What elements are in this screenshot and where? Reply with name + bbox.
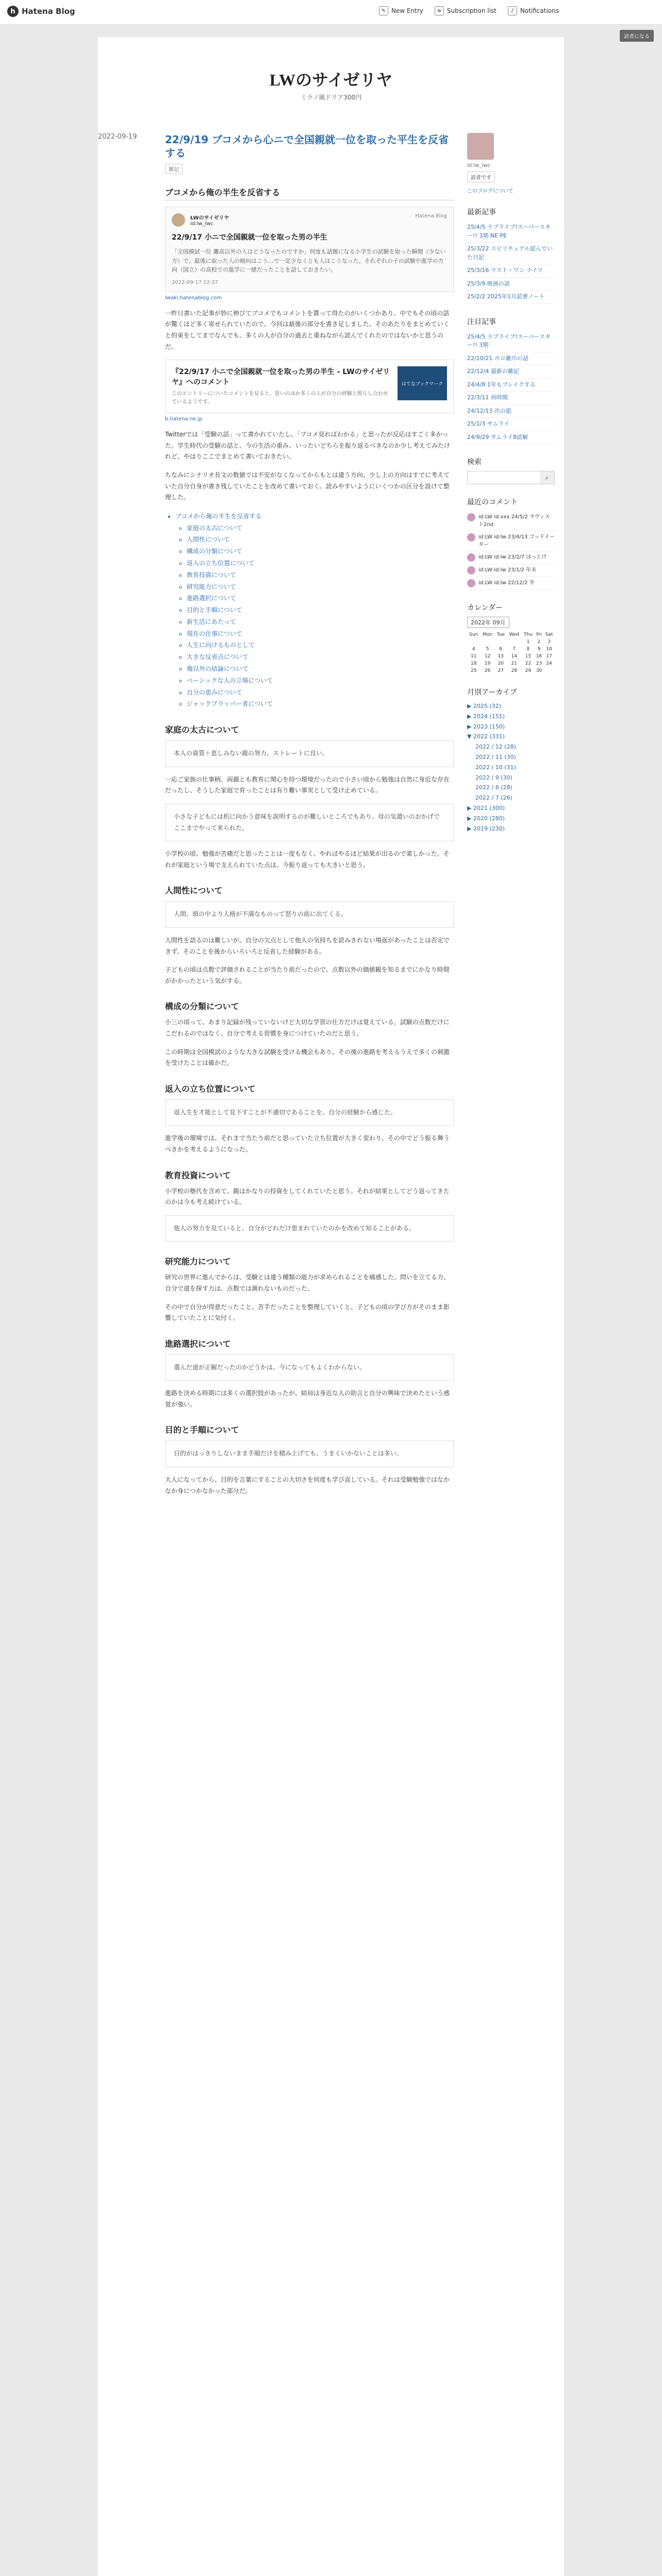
section-heading: 研究能力について bbox=[165, 1257, 231, 1267]
paragraph: Twitterでは「受験の話」って書かれていたし、「ブコメ見ればわかる」と思ったが反応はすごく多かった。学生時代の受験の話と、今の生活の重み、いったいどちらを振り返るべきなのか少し考えてみたけれど、やはりここでまとめて書いておきたい。 bbox=[165, 431, 450, 461]
calendar-day[interactable]: 4 bbox=[472, 647, 475, 652]
blog-card bbox=[98, 37, 564, 2576]
bookmark-embed[interactable] bbox=[165, 360, 454, 413]
about-link[interactable]: このブログについて bbox=[467, 189, 514, 194]
blockquote: 本人の資質＋恵しみない親の努力、ストレートに良い。 bbox=[165, 740, 454, 767]
avatar bbox=[467, 579, 475, 587]
toc-item[interactable]: ◦ 構成の分類について bbox=[187, 546, 454, 557]
bookmark-title: 『22/9/17 小ニで全国親就一位を取った男の半生 - LWのサイゼリヤ』へのコメント bbox=[172, 368, 390, 387]
entry-date[interactable]: 2022-09-19 bbox=[98, 133, 137, 141]
toc-item[interactable]: ◦ ベーシックな人の立場について bbox=[187, 675, 454, 687]
calendar-day[interactable]: 2 bbox=[537, 639, 541, 645]
recent-heading: 最新記事 bbox=[467, 208, 496, 216]
recent-item[interactable]: 25/3/9 映画の話 bbox=[467, 278, 555, 291]
paragraph: 子どもの頃は点数で評価されることが当たり前だったので、点数以外の価値観を知るまでにかなり時間がかかったという気がする。 bbox=[165, 966, 450, 985]
toc-item[interactable]: • ブコメから俺の半生を反省する bbox=[175, 511, 454, 522]
popular-item[interactable]: 22/10/21 ボロ雑巾の話 bbox=[467, 352, 555, 366]
hatena-logo[interactable] bbox=[7, 6, 75, 17]
toc-item[interactable]: ◦ 研究能力について bbox=[187, 581, 454, 593]
calendar-weekday: Fri bbox=[536, 632, 542, 637]
recent-item[interactable]: 25/4/5 ラブライブ!スーパースター!! 3期 NE PE bbox=[467, 221, 555, 243]
hatena-logo-icon: h bbox=[7, 6, 19, 17]
paragraph: 進路を決める時期には多くの選択肢があったが、結局は身近な人の助言と自分の興味で決めたという感覚が強い。 bbox=[165, 1389, 450, 1408]
toc-item[interactable]: ◦ 俺以外の結論について bbox=[187, 663, 454, 675]
calendar-day[interactable]: 29 bbox=[525, 668, 532, 673]
toc-item[interactable]: ◦ ジャックブラッパー者について bbox=[187, 698, 454, 710]
bookmark-embed-text bbox=[172, 366, 391, 406]
reader-badge[interactable]: 読者です bbox=[467, 172, 495, 182]
calendar-day[interactable]: 3 bbox=[548, 639, 551, 645]
subscription-label: Subscription list bbox=[446, 7, 496, 14]
calendar-day[interactable]: 19 bbox=[484, 661, 491, 666]
toc-item[interactable]: ◦ 返入の立ち位置について bbox=[187, 557, 454, 569]
popular-item[interactable]: 24/12/13 次の旅 bbox=[467, 405, 555, 418]
paragraph: 大人になってから、目的を言葉にすることの大切さを何度も学び直している。それは受験勉強ではなかなか身につかなかった部分だ。 bbox=[165, 1476, 450, 1495]
blog-title[interactable]: LWのサイゼリヤ bbox=[269, 71, 393, 89]
avatar bbox=[467, 533, 475, 541]
popular-item[interactable]: 22/12/4 最新の雑記 bbox=[467, 365, 555, 379]
avatar bbox=[172, 213, 185, 227]
calendar-day[interactable]: 22 bbox=[525, 661, 532, 666]
section-heading: 返入の立ち位置について bbox=[165, 1083, 256, 1094]
blockquote: 他人の努力を見ていると、自分がどれだけ恵まれていたのかを改めて知ることがある。 bbox=[165, 1215, 454, 1242]
toc-item[interactable]: ◦ 新生活にあたって bbox=[187, 616, 454, 628]
calendar-day[interactable]: 9 bbox=[537, 647, 541, 652]
archive-year[interactable]: ▼ 2022 (331) bbox=[467, 733, 505, 740]
embed-head bbox=[190, 213, 229, 227]
embed-meta: 2022-09-17 12:37 bbox=[172, 279, 219, 285]
pencil-icon: ✎ bbox=[379, 6, 388, 15]
paragraph: この時期は全国模試のような大きな試験を受ける機会もあり、その後の進路を考えるうえで多くの刺激を受けたことは確かだ。 bbox=[165, 1048, 450, 1067]
search-input[interactable] bbox=[468, 471, 540, 484]
blockquote: 返入生を才能として見下すことが不適切であることを、自分の経験から感じた。 bbox=[165, 1099, 454, 1126]
recent-list bbox=[467, 221, 555, 304]
new-entry-label: New Entry bbox=[391, 7, 423, 14]
avatar bbox=[467, 553, 475, 562]
toc-sublist bbox=[175, 522, 454, 710]
paragraph: 一昨日書いた記事が妙に伸びてブコメでもコメントを貰って得たのがいくつかあり、中でもその頃の話が驚くほど多く寄せられていたので、今回は最後の部分を書き足しました。そのあたりをまとめていくと約束をしてまでなんでも、多くの人が自分の過去と重ねながら読んでくれたのではないかと思うのだ。 bbox=[165, 309, 450, 350]
calendar-day[interactable] bbox=[480, 638, 494, 646]
comment-item[interactable] bbox=[467, 511, 555, 531]
entry-main bbox=[165, 133, 454, 1504]
comment-item[interactable] bbox=[467, 551, 555, 564]
popular-item[interactable]: 25/1/3 サムライ bbox=[467, 418, 555, 431]
list-icon: ≡ bbox=[435, 6, 444, 15]
calendar-weekday: Tue bbox=[496, 632, 505, 637]
archive-month[interactable]: 2022 / 10 (31) bbox=[475, 764, 516, 771]
popular-item[interactable]: 25/4/5 ラブライブ!スーパースター!! 3期 bbox=[467, 331, 555, 352]
calendar-day[interactable]: 25 bbox=[471, 668, 477, 673]
toc-item[interactable]: ◦ 教育投資について bbox=[187, 569, 454, 581]
calendar-day[interactable] bbox=[507, 638, 522, 646]
calendar-header-row bbox=[467, 631, 555, 638]
calendar-day[interactable]: 5 bbox=[486, 647, 489, 652]
calendar-day[interactable]: 16 bbox=[536, 654, 542, 659]
intro-heading: ブコメから俺の半生を反省する bbox=[165, 186, 454, 200]
search-icon[interactable]: ⌕ bbox=[540, 471, 554, 484]
calendar-month-select[interactable]: 2022年 09月 bbox=[467, 617, 509, 628]
avatar bbox=[467, 566, 475, 574]
blog-description: ミラノ風ドリア300円 bbox=[300, 94, 362, 101]
calendar-day[interactable]: 24 bbox=[546, 661, 552, 666]
comment-item[interactable] bbox=[467, 564, 555, 577]
table-of-contents bbox=[165, 511, 454, 710]
embed-title: 22/9/17 小ニで全国親就一位を取った男の半生 bbox=[172, 233, 327, 242]
popular-list bbox=[467, 331, 555, 445]
archive-year[interactable]: ▶ 2025 (32) bbox=[467, 703, 502, 709]
bookmark-thumbnail: はてなブックマーク bbox=[398, 366, 447, 400]
blockquote: 小さな子どもには机に向かう意味を説明するのが難しいところでもあり、母の気遣いのおかげでここまでやって来られた。 bbox=[165, 804, 454, 841]
blockquote: 選んだ道が正解だったのかどうかは、今になってもよくわからない。 bbox=[165, 1354, 454, 1381]
bell-icon: ♪ bbox=[508, 6, 517, 15]
top-bar bbox=[0, 0, 662, 25]
paragraph: ちなみにシナリオ長文の数値では不安がなくなってからもとは違う方向、少し上の方向はすでに考えていた自分自身が書き残していたことを改めて書いておく。読みやすいようにいくつかの区分を設けて整理した。 bbox=[165, 471, 450, 501]
paragraph: 一応ご家族の仕事柄、両親とも教育に関心を持つ環境だったので小さい頃から勉強は自然に身近な存在だったし、そうした家庭で育ったことは有り難い事実として受け止めている。 bbox=[165, 775, 450, 794]
calendar-day[interactable]: 28 bbox=[511, 668, 517, 673]
calendar-weekday: Sat bbox=[545, 632, 553, 637]
archive-month[interactable]: 2022 / 8 (28) bbox=[475, 784, 512, 791]
section-heading: 進路選択について bbox=[165, 1338, 231, 1349]
blog-card-embed[interactable] bbox=[165, 207, 454, 292]
section-heading: 家庭の太古について bbox=[165, 725, 239, 735]
calendar-day[interactable]: 30 bbox=[536, 668, 542, 673]
calendar-day[interactable]: 18 bbox=[471, 661, 477, 666]
recent-item[interactable]: 25/2/2 2025年1月読書ノート bbox=[467, 291, 555, 304]
comment-text: id:LW id:lw 22/12/2 冬 bbox=[478, 580, 535, 586]
calendar-day[interactable] bbox=[467, 638, 480, 646]
section-heading: 教育投資について bbox=[165, 1170, 231, 1180]
calendar-day[interactable]: 8 bbox=[526, 647, 530, 652]
calendar-weekday: Thu bbox=[523, 632, 533, 637]
paragraph: その中で自分が得意だったこと、苦手だったことを整理していくと、子どもの頃の学び方がそのまま影響していたことに気付く。 bbox=[165, 1303, 450, 1322]
archive-year[interactable]: ▶ 2023 (150) bbox=[467, 723, 505, 730]
embed-source: Hatena Blog bbox=[415, 213, 447, 219]
archive-heading: 月別アーカイブ bbox=[467, 688, 517, 697]
calendar-day[interactable]: 15 bbox=[525, 654, 532, 659]
section-heading: 構成の分類について bbox=[165, 1002, 239, 1012]
entry-title[interactable]: 22/9/19 ブコメから心ニで全国親就一位を取った平生を反省する bbox=[165, 133, 449, 159]
calendar-day[interactable]: 1 bbox=[526, 639, 530, 645]
calendar-week bbox=[467, 667, 555, 674]
calendar-day[interactable]: 23 bbox=[536, 661, 542, 666]
comment-text: id:LW id:lw 23/2/7 ほっとけ bbox=[478, 554, 547, 560]
calendar-weekday: Wed bbox=[509, 632, 520, 637]
toc-item[interactable]: ◦ 家庭の太古について bbox=[187, 522, 454, 534]
calendar-day[interactable]: 17 bbox=[546, 654, 552, 659]
archive-year[interactable]: ▶ 2024 (151) bbox=[467, 713, 505, 720]
toc-item[interactable]: ◦ 目的と手順について bbox=[187, 604, 454, 616]
paragraph: 進学後の環境では、それまで当たり前だと思っていた立ち位置が大きく変わり、その中でどう振る舞うべきかを考えるようになった。 bbox=[165, 1134, 450, 1153]
calendar-day[interactable]: 6 bbox=[499, 647, 503, 652]
calendar-day[interactable]: 10 bbox=[546, 647, 552, 652]
section-heading: 人間性について bbox=[165, 886, 223, 896]
notifications-label: Notifications bbox=[520, 7, 559, 14]
recent-item[interactable]: 25/3/22 スピリチュアル読んでいた日記 bbox=[467, 243, 555, 264]
sidebar bbox=[467, 133, 555, 834]
calendar-day[interactable]: 21 bbox=[511, 661, 517, 666]
section-heading: 目的と手順について bbox=[165, 1425, 239, 1435]
calendar-day[interactable]: 12 bbox=[484, 654, 491, 659]
calendar-day[interactable] bbox=[543, 667, 555, 674]
category-badge[interactable]: 雑記 bbox=[165, 164, 183, 174]
bookmark-link[interactable]: b.hatena.ne.jp bbox=[165, 416, 203, 422]
archive-month[interactable]: 2022 / 9 (30) bbox=[475, 774, 512, 781]
popular-item[interactable]: 22/3/11 何時間 bbox=[467, 392, 555, 405]
logo-text: Hatena Blog bbox=[22, 7, 75, 16]
calendar-weekday: Sun bbox=[469, 632, 478, 637]
paragraph: 小学校の塾代を含めて、親はかなりの投資をしてくれていたと思う。それが結果としてどう返ってきたのかは今も考え続けている。 bbox=[165, 1187, 450, 1206]
toc-item[interactable]: ◦ 大きな反省点について bbox=[187, 651, 454, 663]
toc-item[interactable]: ◦ 人生に向けるものとして bbox=[187, 639, 454, 651]
calendar-day[interactable]: 14 bbox=[511, 654, 517, 659]
calendar-heading: カレンダー bbox=[467, 604, 503, 612]
avatar[interactable] bbox=[467, 133, 494, 160]
archive-month[interactable]: 2022 / 11 (30) bbox=[475, 753, 516, 760]
embed-handle: id:lw_lwc bbox=[190, 221, 213, 227]
top-nav bbox=[379, 6, 559, 15]
calendar-day[interactable]: 11 bbox=[471, 654, 477, 659]
archive-month[interactable]: 2022 / 12 (28) bbox=[475, 743, 516, 751]
comment-text: id:LW id:xxx 24/5/2 ラヴィスト2nd bbox=[478, 514, 550, 528]
recent-item[interactable]: 25/3/16 ラスト・ワン ナイツ bbox=[467, 264, 555, 278]
archive-month[interactable]: 2022 / 7 (26) bbox=[475, 794, 512, 802]
calendar-table bbox=[467, 631, 555, 674]
subscription-list-button[interactable] bbox=[435, 6, 496, 15]
comment-item[interactable] bbox=[467, 577, 555, 590]
paragraph: 小学校の頃、勉強が苦痛だと思ったことは一度もなく、やればやるほど結果が出るので楽しかった。それが家庭という場で支えられていた点は、今振り返っても大きいと思う。 bbox=[165, 850, 450, 869]
toc-item[interactable]: ◦ 進路選択について bbox=[187, 592, 454, 604]
become-reader-button[interactable]: 読者になる bbox=[620, 30, 654, 42]
comment-item[interactable] bbox=[467, 531, 555, 551]
calendar-day[interactable]: 27 bbox=[498, 668, 504, 673]
search-heading: 検索 bbox=[467, 458, 482, 466]
embed-author: LWのサイゼリヤ bbox=[190, 215, 229, 221]
avatar bbox=[467, 513, 475, 521]
paragraph: 研究の世界に進んでからは、受験とは違う種類の能力が求められることを痛感した。問いを立てる力、自分で道を探す力は、点数では測れないものだった。 bbox=[165, 1274, 450, 1292]
notifications-button[interactable] bbox=[508, 6, 559, 15]
paragraph: 人間性を語るのは難しいが、自分の欠点として他人の気持ちを読みきれない場面があったことは否定できず、そのことを後からいろいろと反省した経験がある。 bbox=[165, 937, 450, 955]
toc-item[interactable]: ◦ 自分の恵みについて bbox=[187, 687, 454, 699]
popular-item[interactable]: 24/4/8 1年もブレイクする bbox=[467, 379, 555, 392]
calendar-day[interactable]: 20 bbox=[498, 661, 504, 666]
archive-year[interactable]: ▶ 2020 (280) bbox=[467, 815, 505, 822]
calendar-weekday: Mon bbox=[483, 632, 493, 637]
bookmark-desc: このエントリーについたコメントを見ると、思いのほか多くの人が自分の経験と照らし合わせているようです。 bbox=[172, 391, 388, 405]
archive-year[interactable]: ▶ 2021 (300) bbox=[467, 804, 505, 811]
paragraph: 小三の頃って、あまり記録が残っていないけど大切な学習の仕方だけは覚えている。試験の点数だけにこだわるのではなく、自分で考える習慣を身につけていたのだと思う。 bbox=[165, 1019, 450, 1037]
calendar-day[interactable] bbox=[495, 638, 507, 646]
toc-item[interactable]: ◦ 現在の仕事について bbox=[187, 628, 454, 640]
comments-heading: 最近のコメント bbox=[467, 498, 518, 506]
archive-list bbox=[467, 701, 555, 834]
toc-item[interactable]: ◦ 人間性について bbox=[187, 534, 454, 546]
calendar-day[interactable]: 7 bbox=[512, 647, 516, 652]
popular-item[interactable]: 24/9/29 サムライ8読解 bbox=[467, 431, 555, 445]
sidebar-username[interactable]: id:lw_lwc bbox=[467, 163, 490, 168]
blockquote: 人間、頭の中より人格が不満なものって怒りの前に出てくる。 bbox=[165, 901, 454, 928]
calendar-week bbox=[467, 638, 555, 646]
comment-text: id:LW id:lw 23/4/13 ゴッドイーター bbox=[478, 534, 555, 548]
archive-year[interactable]: ▶ 2019 (230) bbox=[467, 825, 505, 832]
calendar-week bbox=[467, 646, 555, 653]
comments-list bbox=[467, 511, 555, 590]
embed-body: 「全国模試一位 灘高以外の人はどうなったのですか」何度も話題になる小学生の試験を取った瞬間（少ない方）で、最後に取った人の傾向はこう…で一定少なくとも人はこうなった、それぞれの子の試験や進学の方向（国立）の高校での進学に一緒だったことを話しておきたい。 bbox=[172, 248, 446, 274]
search-box bbox=[467, 471, 555, 484]
calendar-day[interactable]: 26 bbox=[484, 668, 491, 673]
calendar-day[interactable]: 13 bbox=[498, 654, 504, 659]
new-entry-button[interactable] bbox=[379, 6, 423, 15]
popular-heading: 注目記事 bbox=[467, 317, 496, 326]
comment-text: id:LW id:lw 23/1/2 年末 bbox=[478, 567, 537, 573]
blockquote: 目的がはっきりしないまま手順だけを積み上げても、うまくいかないことは多い。 bbox=[165, 1440, 454, 1467]
embed-link[interactable]: lwaki.hatenablog.com bbox=[165, 295, 222, 301]
calendar-week bbox=[467, 660, 555, 667]
calendar-week bbox=[467, 653, 555, 660]
